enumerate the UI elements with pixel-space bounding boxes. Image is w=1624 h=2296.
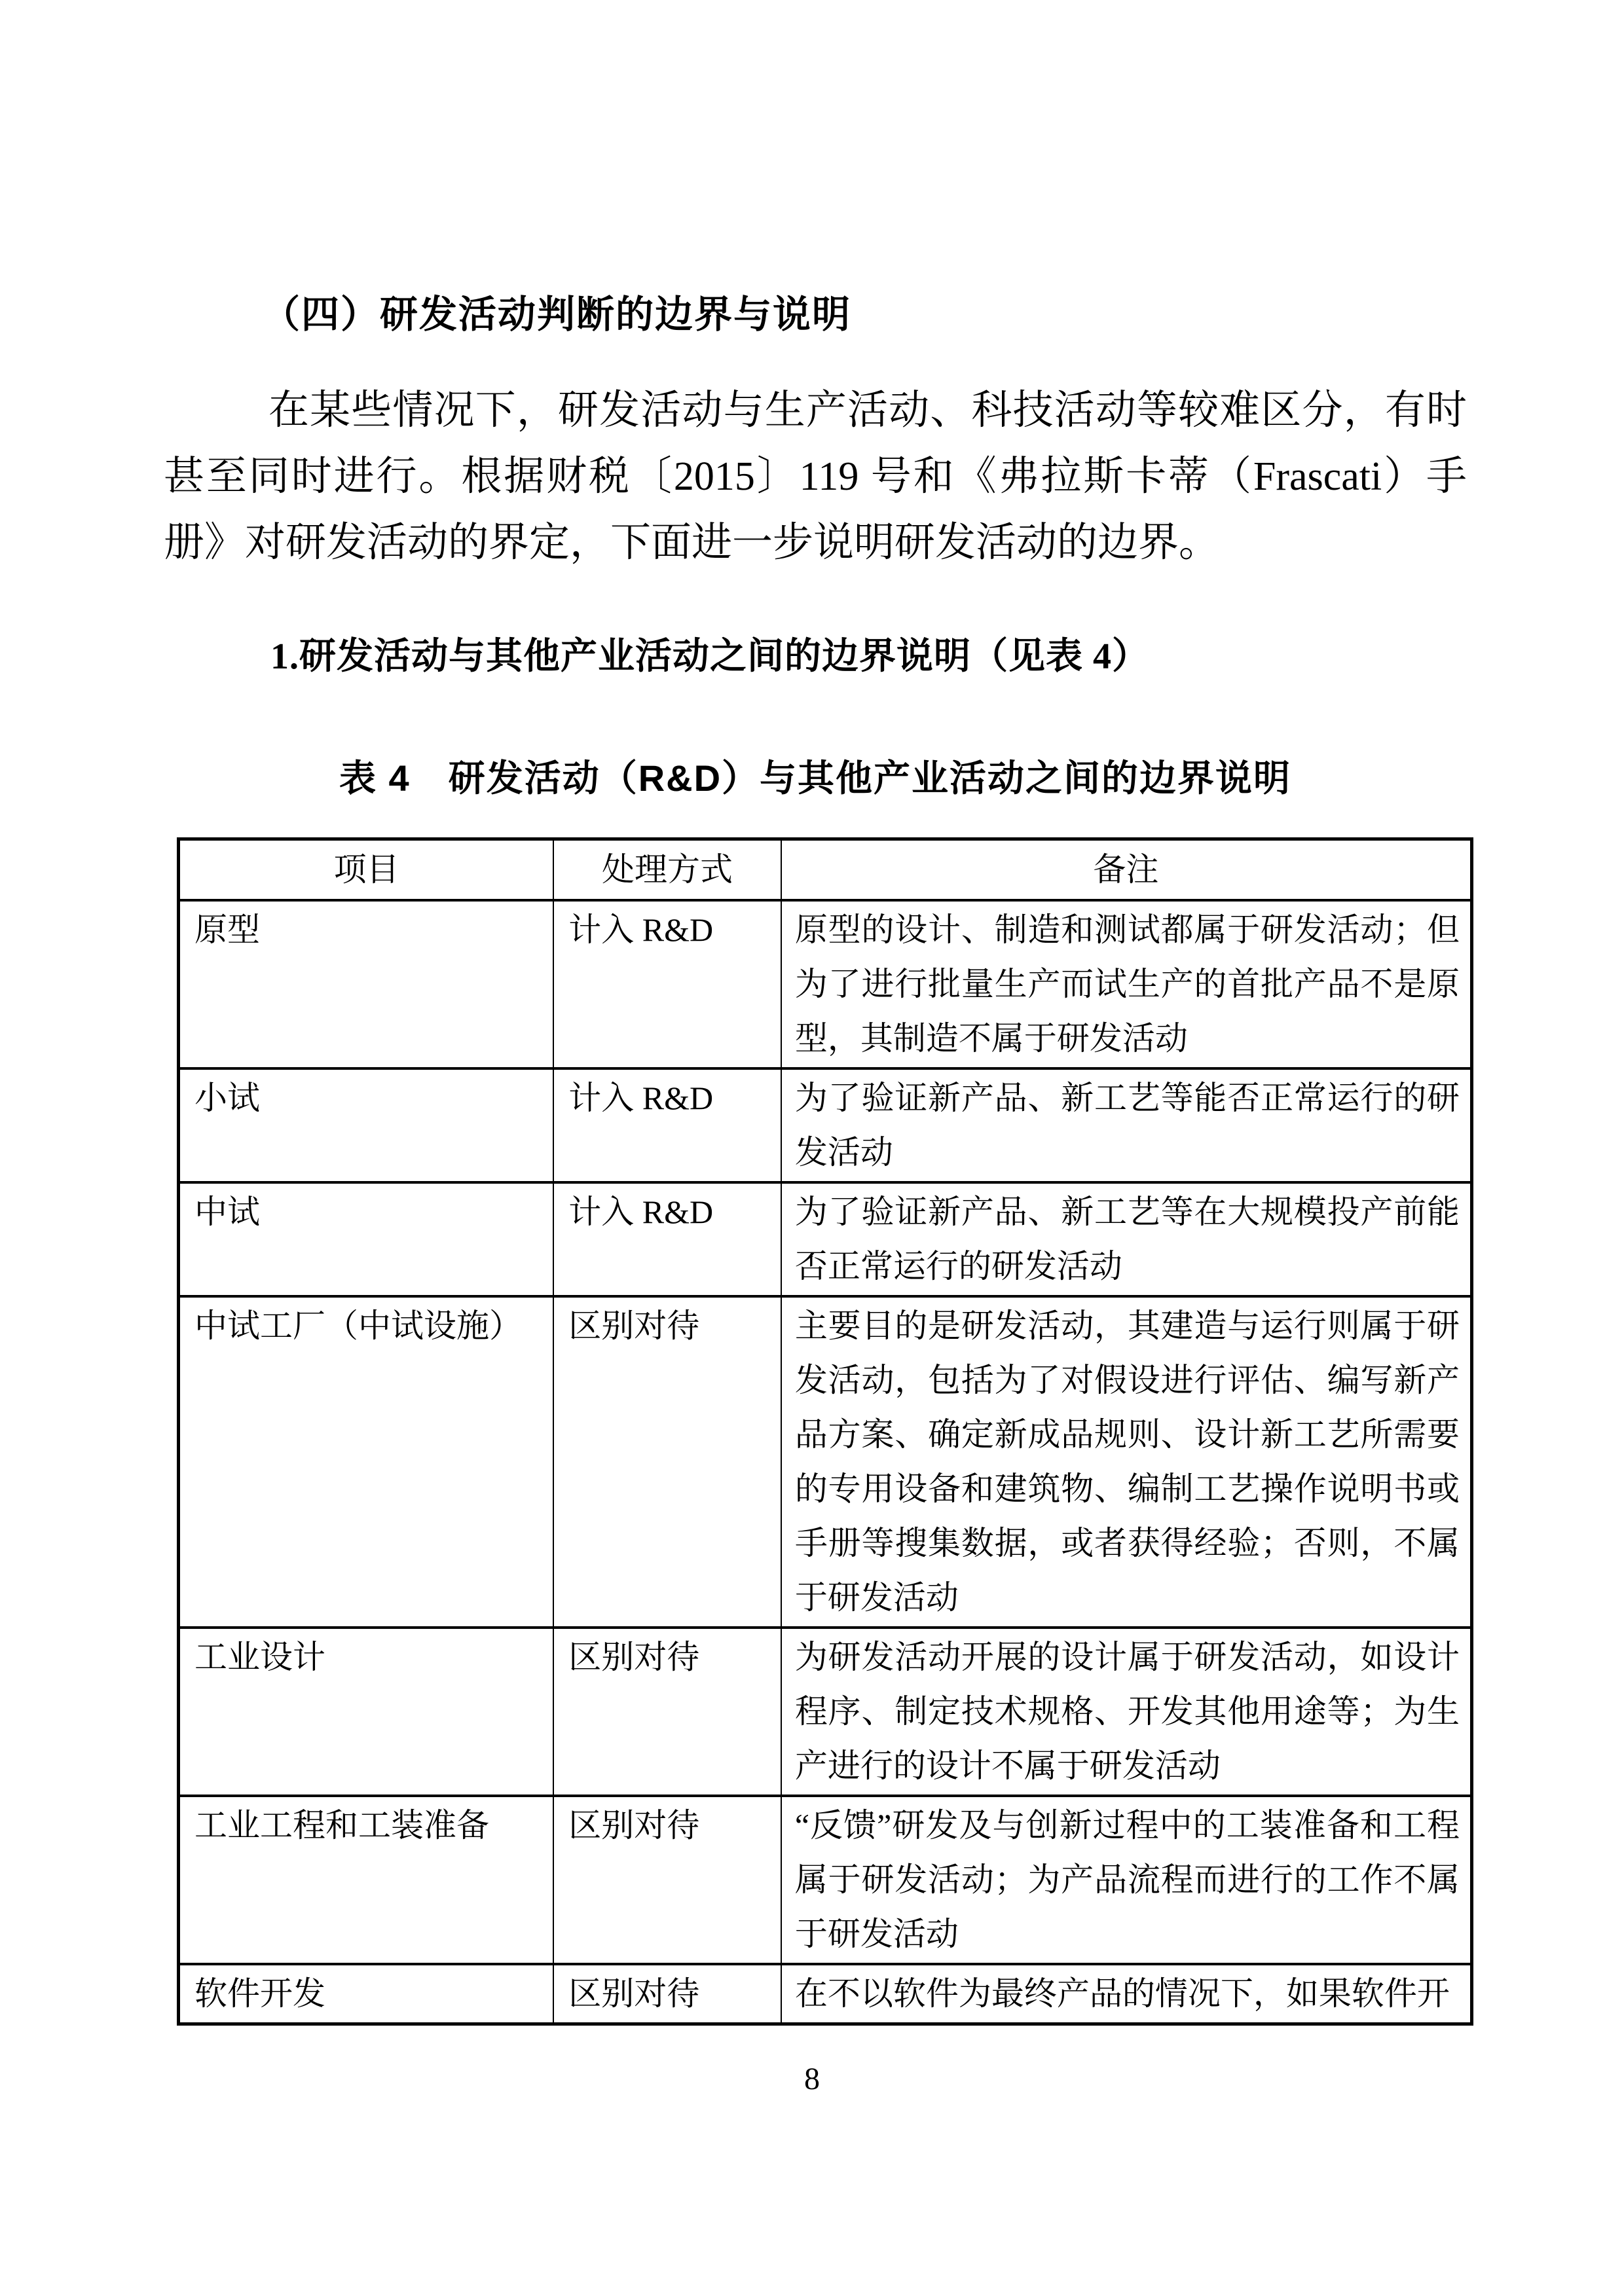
cell-item: 原型 — [179, 900, 554, 1068]
cell-treatment: 区别对待 — [553, 1964, 781, 2024]
cell-treatment: 计入 R&D — [553, 900, 781, 1068]
cell-remark: 为了验证新产品、新工艺等能否正常运行的研发活动 — [781, 1068, 1472, 1182]
cell-treatment: 区别对待 — [553, 1796, 781, 1964]
header-cell-item: 项目 — [179, 839, 554, 900]
table-row — [179, 1068, 1472, 1182]
header-cell-treatment: 处理方式 — [553, 839, 781, 900]
table-row — [179, 1964, 1472, 2024]
page-number: 8 — [804, 2062, 820, 2096]
cell-item: 小试 — [179, 1068, 554, 1182]
table-row — [179, 900, 1472, 1068]
table-title: 表 4 研发活动（R&D）与其他产业活动之间的边界说明 — [339, 757, 1292, 799]
cell-treatment: 区别对待 — [553, 1296, 781, 1628]
cell-item: 中试 — [179, 1182, 554, 1296]
cell-remark: 在不以软件为最终产品的情况下，如果软件开 — [781, 1964, 1472, 2024]
cell-item: 软件开发 — [179, 1964, 554, 2024]
table-row — [179, 1182, 1472, 1296]
header-cell-remark: 备注 — [781, 839, 1472, 900]
cell-remark: 原型的设计、制造和测试都属于研发活动；但为了进行批量生产而试生产的首批产品不是原型，其制造不属于研发活动 — [781, 900, 1472, 1068]
cell-remark: “反馈”研发及与创新过程中的工装准备和工程属于研发活动；为产品流程而进行的工作不属于研发活动 — [781, 1796, 1472, 1964]
cell-remark: 为了验证新产品、新工艺等在大规模投产前能否正常运行的研发活动 — [781, 1182, 1472, 1296]
cell-treatment: 计入 R&D — [553, 1068, 781, 1182]
cell-treatment: 区别对待 — [553, 1628, 781, 1796]
cell-item: 工业工程和工装准备 — [179, 1796, 554, 1964]
boundary-table — [177, 837, 1473, 2026]
cell-item: 工业设计 — [179, 1628, 554, 1796]
intro-paragraph: 在某些情况下，研发活动与生产活动、科技活动等较难区分，有时甚至同时进行。根据财税〔2015〕119 号和《弗拉斯卡蒂（Frascati）手册》对研发活动的界定，下面进一步说明研发活动的边界。 — [164, 388, 1467, 565]
document-body — [164, 0, 1467, 2026]
table-row — [179, 1628, 1472, 1796]
cell-item: 中试工厂（中试设施） — [179, 1296, 554, 1628]
table-header-row — [179, 839, 1472, 900]
section-heading: （四）研发活动判断的边界与说明 — [262, 293, 852, 336]
sub-heading: 1.研发活动与其他产业活动之间的边界说明（见表 4） — [270, 636, 1149, 677]
table-row — [179, 1296, 1472, 1628]
table-row — [179, 1796, 1472, 1964]
cell-treatment: 计入 R&D — [553, 1182, 781, 1296]
cell-remark: 为研发活动开展的设计属于研发活动，如设计程序、制定技术规格、开发其他用途等；为生产进行的设计不属于研发活动 — [781, 1628, 1472, 1796]
cell-remark: 主要目的是研发活动，其建造与运行则属于研发活动，包括为了对假设进行评估、编写新产品方案、确定新成品规则、设计新工艺所需要的专用设备和建筑物、编制工艺操作说明书或手册等搜集数据，或者获得经验；否则，不属于研发活动 — [781, 1296, 1472, 1628]
